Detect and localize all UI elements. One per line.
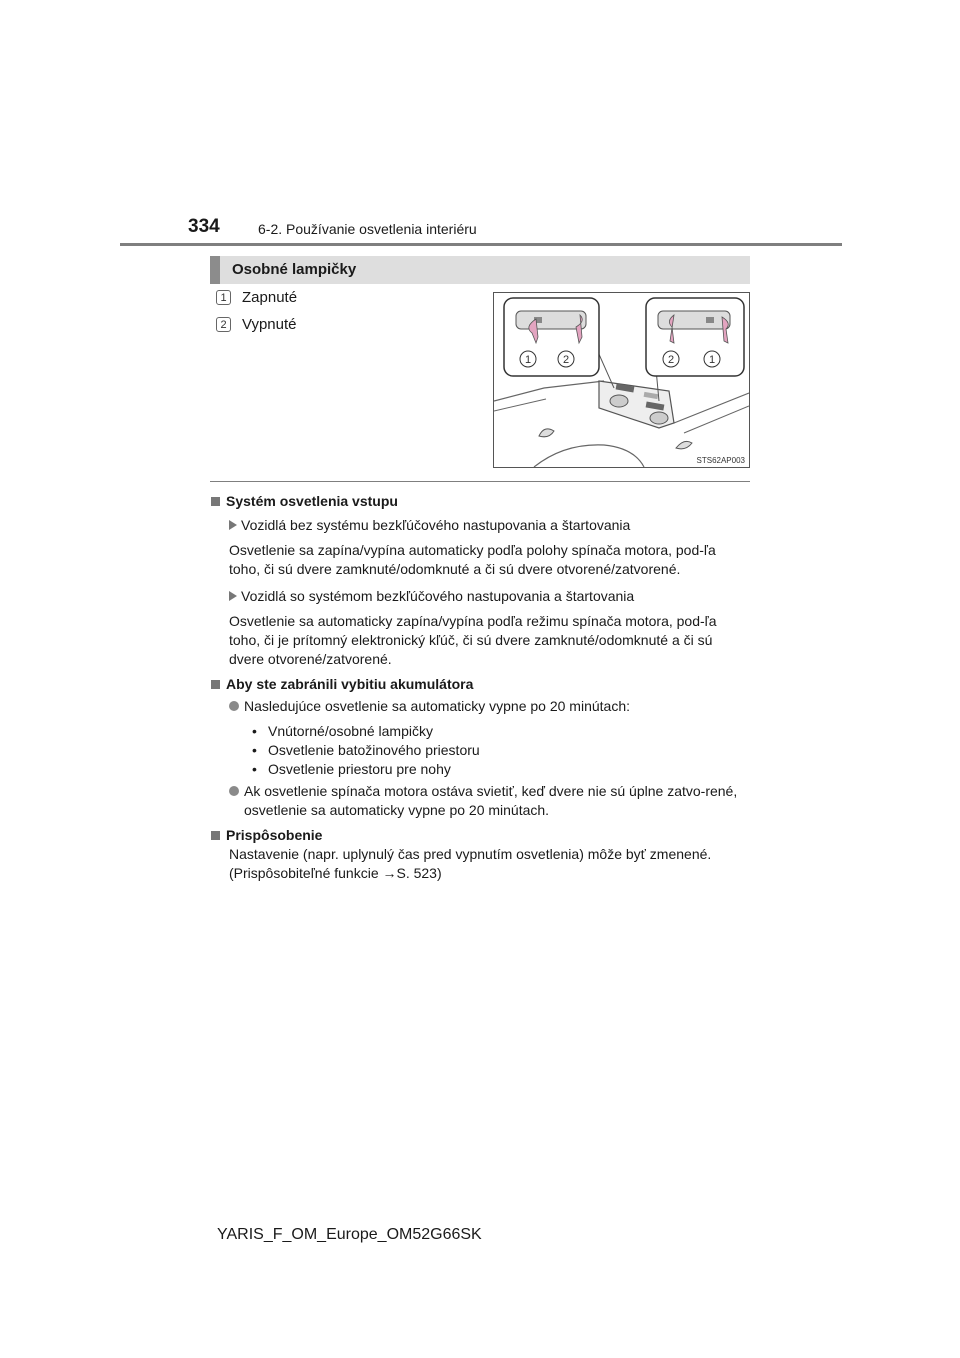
bullet-engine-switch: Ak osvetlenie spínača motora ostáva svietiť, keď dvere nie sú úplne zatvo-rené, osvetlenie sa automaticky vypne po 20 minútach. (229, 782, 750, 820)
subheading-without-smart-entry: Vozidlá bez systému bezkľúčového nastupovania a štartovania (229, 516, 750, 535)
callout-left-2: 2 (562, 354, 570, 366)
triangle-bullet-icon (229, 591, 237, 601)
paragraph-with-smart-entry: Osvetlenie sa automaticky zapína/vypína podľa režimu spínača motora, pod-ľa toho, či je prítomný elektronický kľúč, či sú dvere zamknuté/odomknuté a či sú dvere otvorené/zatvorené. (229, 613, 717, 667)
list-item: • Vnútorné/osobné lampičky (252, 723, 433, 739)
heading-entry-system (210, 492, 750, 511)
legend-number: 2 (216, 317, 231, 332)
body-content (210, 488, 750, 883)
lamp-illustration (493, 292, 750, 468)
square-bullet-icon (211, 497, 220, 506)
heading-battery: Aby ste zabránili vybitiu akumulátora (210, 675, 750, 694)
list-item: • Osvetlenie priestoru pre nohy (252, 761, 451, 777)
header-rule (120, 243, 842, 246)
list-item: • Osvetlenie batožinového priestoru (252, 742, 480, 758)
square-bullet-icon (211, 831, 220, 840)
subheading-with-smart-entry: Vozidlá so systémom bezkľúčového nastupovania a štartovania (229, 587, 750, 606)
circle-bullet-icon (229, 701, 239, 711)
legend-item-off (216, 316, 297, 333)
lamp-drawing (494, 293, 749, 467)
legend-number: 1 (216, 290, 231, 305)
legend-label: Vypnuté (242, 316, 297, 333)
paragraph-without-smart-entry: Osvetlenie sa zapína/vypína automaticky podľa polohy spínača motora, pod-ľa toho, či sú dvere zamknuté/odomknuté a či sú dvere otvorené/zatvorené. (229, 542, 716, 577)
figure-code: STS62AP003 (696, 456, 745, 465)
page-number: 334 (188, 216, 220, 237)
paragraph-customization: Nastavenie (napr. uplynulý čas pred vypnutím osvetlenia) môže byť zmenené. (Prispôsobiteľné funkcie →S. 523) (229, 846, 712, 881)
heading-text: Systém osvetlenia vstupu (226, 493, 398, 509)
footer-code: YARIS_F_OM_Europe_OM52G66SK (217, 1226, 482, 1243)
section-title: 6-2. Používanie osvetlenia interiéru (258, 221, 477, 237)
circle-bullet-icon (229, 786, 239, 796)
box-title (210, 256, 750, 284)
square-bullet-icon (211, 680, 220, 689)
figure-divider (210, 481, 750, 482)
callout-right-1: 1 (708, 354, 716, 366)
bullet-auto-off: Nasledujúce osvetlenie sa automaticky vypne po 20 minútach: (229, 697, 750, 716)
box-title-text: Osobné lampičky (232, 261, 357, 278)
callout-left-1: 1 (524, 354, 532, 366)
triangle-bullet-icon (229, 520, 237, 530)
callout-right-2: 2 (667, 354, 675, 366)
legend-label: Zapnuté (242, 289, 298, 306)
legend-item-on (216, 289, 297, 306)
heading-customization: Prispôsobenie (210, 826, 750, 845)
